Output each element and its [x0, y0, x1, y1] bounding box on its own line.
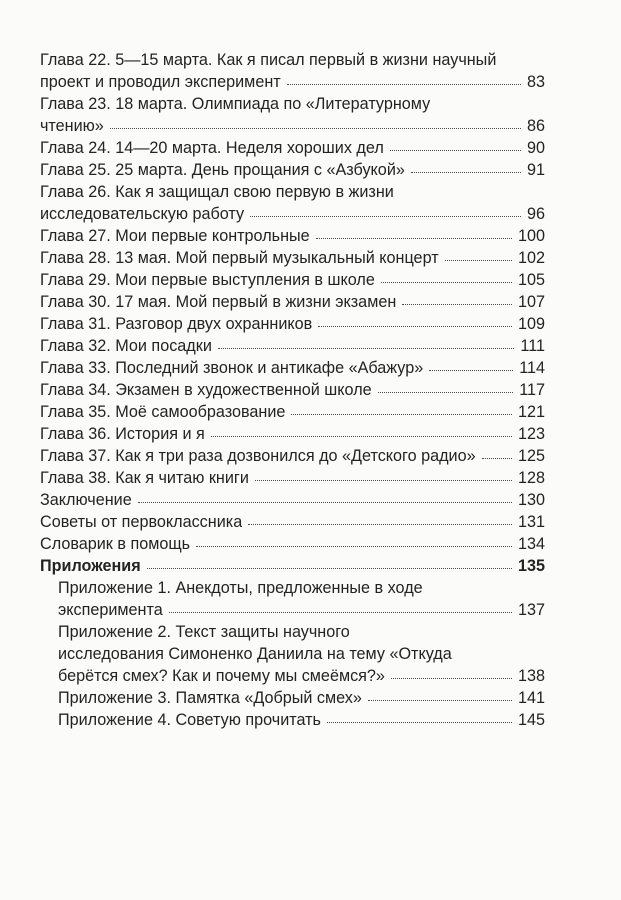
toc-entry-line	[40, 93, 545, 115]
toc-entry-line	[40, 511, 545, 533]
toc-page-number: 130	[517, 491, 545, 509]
toc-page-number: 109	[517, 315, 545, 333]
toc-entry	[40, 577, 545, 621]
toc-entry-title: Глава 31. Разговор двух охранников	[40, 315, 313, 333]
toc-entry-line	[40, 49, 545, 71]
toc-dot-leader	[211, 436, 512, 437]
toc-dot-leader	[196, 546, 512, 547]
toc-dot-leader	[255, 480, 512, 481]
toc-entry-line	[40, 247, 545, 269]
toc-entry	[40, 445, 545, 467]
toc-entry	[40, 467, 545, 489]
toc-entry-title: исследования Симоненко Даниила на тему «Откуда	[58, 645, 452, 663]
toc-entry-title: Приложение 2. Текст защиты научного	[58, 623, 350, 641]
toc-entry-title: Приложения	[40, 557, 141, 575]
toc-entry	[40, 269, 545, 291]
toc-entry-title: Глава 22. 5—15 марта. Как я писал первый в жизни научный	[40, 51, 497, 69]
toc-entry	[40, 423, 545, 445]
toc-page-number: 131	[517, 513, 545, 531]
toc-page-number: 83	[526, 73, 545, 91]
toc-entry	[40, 511, 545, 533]
toc-page-number: 121	[517, 403, 545, 421]
toc-entry-line	[40, 115, 545, 137]
toc-entry	[40, 709, 545, 731]
toc-entry-title: берётся смех? Как и почему мы смеёмся?»	[58, 667, 385, 685]
toc-entry	[40, 379, 545, 401]
toc-entry-line	[40, 335, 545, 357]
toc-entry-title: Глава 32. Мои посадки	[40, 337, 212, 355]
toc-entry-line	[40, 555, 545, 577]
toc-entry-line	[40, 445, 545, 467]
toc-page-number: 102	[517, 249, 545, 267]
toc-entry-line	[58, 665, 545, 687]
toc-entry-title: Глава 29. Мои первые выступления в школе	[40, 271, 375, 289]
toc-entry-line	[40, 203, 545, 225]
toc-entry-title: Глава 23. 18 марта. Олимпиада по «Литературному	[40, 95, 431, 113]
toc-entry	[40, 225, 545, 247]
toc-dot-leader	[287, 84, 521, 85]
toc-entry-title: проект и проводил эксперимент	[40, 73, 281, 91]
toc-page-number: 107	[517, 293, 545, 311]
toc-page-number: 135	[517, 557, 545, 575]
toc-dot-leader	[169, 612, 512, 613]
toc-entry	[40, 335, 545, 357]
toc-entry-title: Глава 38. Как я читаю книги	[40, 469, 249, 487]
toc-entry	[40, 93, 545, 137]
toc-page-number: 128	[517, 469, 545, 487]
toc-dot-leader	[429, 370, 513, 371]
toc-entry-line	[58, 709, 545, 731]
toc-entry-line	[40, 401, 545, 423]
toc-entry-line	[40, 423, 545, 445]
toc-entry	[40, 555, 545, 577]
toc-entry-line	[58, 687, 545, 709]
toc-dot-leader	[248, 524, 512, 525]
toc-entry-title: Глава 27. Мои первые контрольные	[40, 227, 310, 245]
toc-entry-title: Глава 33. Последний звонок и антикафе «Абажур»	[40, 359, 424, 377]
toc-entry-line	[40, 181, 545, 203]
toc-page-number: 91	[526, 161, 545, 179]
toc-entry-title: Глава 25. 25 марта. День прощания с «Азбукой»	[40, 161, 405, 179]
toc-entry-title: Приложение 3. Памятка «Добрый смех»	[58, 689, 362, 707]
toc-entry-line	[58, 599, 545, 621]
toc-entry-line	[40, 225, 545, 247]
toc-entry	[40, 687, 545, 709]
toc-entry	[40, 181, 545, 225]
toc-dot-leader	[291, 414, 512, 415]
toc-page-number: 105	[517, 271, 545, 289]
toc-entry-title: эксперимента	[58, 601, 163, 619]
toc-entry-title: Глава 36. История и я	[40, 425, 205, 443]
toc-entry-line	[40, 71, 545, 93]
toc-entry-title: Советы от первоклассника	[40, 513, 243, 531]
toc-page-number: 114	[519, 359, 545, 377]
toc-entry-line	[58, 643, 545, 665]
toc-entry	[40, 313, 545, 335]
toc-entry-title: Приложение 4. Советую прочитать	[58, 711, 321, 729]
toc-entry-line	[58, 577, 545, 599]
toc-dot-leader	[110, 128, 521, 129]
toc-page-number: 138	[517, 667, 545, 685]
toc-entry-line	[40, 379, 545, 401]
toc-entry-line	[40, 357, 545, 379]
toc-dot-leader	[402, 304, 512, 305]
toc-dot-leader	[411, 172, 521, 173]
toc-dot-leader	[390, 150, 521, 151]
toc-page-number: 141	[517, 689, 545, 707]
toc-entry-title: Словарик в помощь	[40, 535, 191, 553]
toc-entry	[40, 247, 545, 269]
toc-entry-line	[58, 621, 545, 643]
toc-entry-line	[40, 137, 545, 159]
toc-entry	[40, 533, 545, 555]
toc-entry-title: Глава 37. Как я три раза дозвонился до «Детского радио»	[40, 447, 476, 465]
toc-entry-title: Глава 34. Экзамен в художественной школе	[40, 381, 372, 399]
toc-page-number: 86	[526, 117, 545, 135]
toc-entry	[40, 49, 545, 93]
toc-dot-leader	[482, 458, 512, 459]
toc-entry-line	[40, 467, 545, 489]
toc-entry	[40, 159, 545, 181]
toc-entry-title: Глава 30. 17 мая. Мой первый в жизни экзамен	[40, 293, 397, 311]
table-of-contents	[40, 49, 545, 731]
toc-dot-leader	[138, 502, 512, 503]
toc-page-number: 145	[517, 711, 545, 729]
toc-dot-leader	[368, 700, 512, 701]
toc-page-number: 123	[517, 425, 545, 443]
toc-entry	[40, 489, 545, 511]
toc-dot-leader	[316, 238, 512, 239]
toc-entry	[40, 621, 545, 687]
toc-entry-title: исследовательскую работу	[40, 205, 245, 223]
toc-entry-title: Приложение 1. Анекдоты, предложенные в ходе	[58, 579, 423, 597]
toc-entry	[40, 357, 545, 379]
toc-entry-line	[40, 291, 545, 313]
toc-entry-title: Глава 28. 13 мая. Мой первый музыкальный концерт	[40, 249, 439, 267]
toc-entry-line	[40, 533, 545, 555]
toc-page-number: 90	[526, 139, 545, 157]
toc-entry-title: чтению»	[40, 117, 104, 135]
toc-page-number: 125	[517, 447, 545, 465]
toc-dot-leader	[327, 722, 512, 723]
toc-page-number: 134	[517, 535, 545, 553]
toc-entry-title: Глава 24. 14—20 марта. Неделя хороших дел	[40, 139, 384, 157]
toc-page-number: 100	[517, 227, 545, 245]
toc-entry	[40, 401, 545, 423]
toc-page-number: 111	[520, 337, 545, 355]
toc-entry-title: Глава 35. Моё самообразование	[40, 403, 286, 421]
toc-entry-title: Глава 26. Как я защищал свою первую в жизни	[40, 183, 394, 201]
toc-entry	[40, 137, 545, 159]
toc-entry-title: Заключение	[40, 491, 132, 509]
toc-entry-line	[40, 269, 545, 291]
toc-entry-line	[40, 313, 545, 335]
toc-page-number: 117	[519, 381, 545, 399]
toc-dot-leader	[381, 282, 512, 283]
toc-entry-line	[40, 489, 545, 511]
toc-entry	[40, 291, 545, 313]
toc-dot-leader	[218, 348, 515, 349]
toc-dot-leader	[378, 392, 514, 393]
toc-dot-leader	[147, 568, 512, 569]
toc-dot-leader	[445, 260, 512, 261]
toc-page-number: 137	[517, 601, 545, 619]
toc-dot-leader	[318, 326, 512, 327]
toc-entry-line	[40, 159, 545, 181]
toc-page-number: 96	[526, 205, 545, 223]
toc-dot-leader	[391, 678, 512, 679]
toc-dot-leader	[250, 216, 521, 217]
